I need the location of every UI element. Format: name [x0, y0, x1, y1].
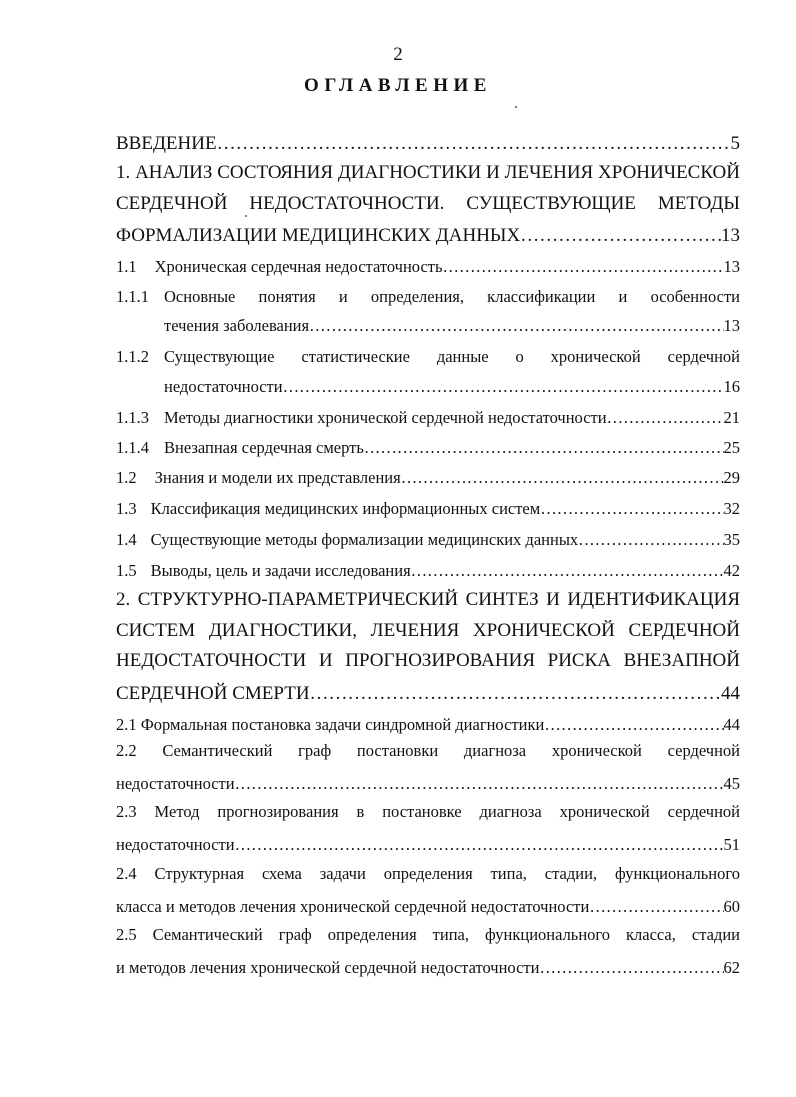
toc-page-number: 45	[723, 774, 740, 793]
toc-entry-text: Классификация медицинских информационных систем	[150, 499, 541, 518]
toc-entry-1-1-3[interactable]	[116, 405, 740, 431]
toc-entry-1-1-4[interactable]	[116, 435, 740, 461]
toc-leader	[443, 254, 724, 280]
toc-leader	[539, 955, 723, 981]
toc-section-number: 1.2	[116, 468, 137, 487]
toc-entry-text: Основные понятия и определения, классификации и особенности	[164, 287, 740, 306]
toc-entry-text: ФОРМАЛИЗАЦИИ МЕДИЦИНСКИХ ДАННЫХ	[116, 225, 521, 246]
toc-section-number: 1.1.2	[116, 347, 149, 366]
toc-page-number: 21	[723, 408, 740, 427]
toc-entry-2-4-cont	[116, 894, 740, 920]
toc-section-number: 1.1.4	[116, 438, 149, 457]
toc-leader	[310, 681, 721, 707]
toc-entry-1-2[interactable]	[116, 465, 740, 491]
toc-entry-text: СИСТЕМ ДИАГНОСТИКИ, ЛЕЧЕНИЯ ХРОНИЧЕСКОЙ СЕРДЕЧНОЙ	[116, 620, 740, 641]
toc-entry-text: 2.5 Семантический граф определения типа, функционального класса, стадии	[116, 925, 740, 944]
toc-entry-text: 1. АНАЛИЗ СОСТОЯНИЯ ДИАГНОСТИКИ И ЛЕЧЕНИЯ ХРОНИЧЕСКОЙ	[116, 162, 740, 183]
toc-entry-2-1[interactable]	[116, 712, 740, 738]
toc-entry-1-4[interactable]	[116, 527, 740, 553]
toc-page-number: 13	[723, 316, 740, 335]
toc-entry-text: течения заболевания	[164, 316, 310, 335]
toc-entry-chapter-1-cont	[116, 223, 740, 249]
toc-entry-1-1-1[interactable]	[116, 284, 740, 310]
toc-entry-text: 2. СТРУКТУРНО-ПАРАМЕТРИЧЕСКИЙ СИНТЕЗ И ИДЕНТИФИКАЦИЯ	[116, 589, 740, 610]
toc-entry-text: ВВЕДЕНИЕ	[116, 133, 217, 154]
toc-entry-text: Хроническая сердечная недостаточность	[154, 257, 443, 276]
toc-leader	[578, 527, 723, 553]
toc-leader	[589, 894, 723, 920]
toc-entry-2-2[interactable]	[116, 741, 740, 767]
toc-page-number: 42	[723, 561, 740, 580]
toc-entry-intro[interactable]	[116, 131, 740, 157]
toc-section-number: 1.5	[116, 561, 137, 580]
toc-entry-text: Существующие статистические данные о хронической сердечной	[164, 347, 740, 366]
toc-leader	[411, 558, 724, 584]
toc-page-number: 5	[730, 133, 740, 154]
toc-page-number: 44	[723, 715, 740, 734]
toc-entry-1-1-2-cont	[164, 374, 740, 400]
toc-page-number: 16	[723, 377, 740, 396]
toc-page-number: 62	[723, 958, 740, 977]
toc-leader	[401, 465, 724, 491]
toc-section-number: 1.1	[116, 257, 137, 276]
toc-entry-text: 2.1 Формальная постановка задачи синдромной диагностики	[116, 715, 545, 734]
page-title: ОГЛАВЛЕНИЕ	[304, 75, 492, 96]
toc-entry-2-5[interactable]	[116, 925, 740, 951]
toc-leader	[607, 405, 724, 431]
toc-entry-2-3[interactable]	[116, 802, 740, 828]
toc-leader	[217, 131, 731, 157]
toc-entry-1-1-1-cont	[164, 313, 740, 339]
toc-entry-text: Знания и модели их представления	[154, 468, 401, 487]
toc-entry-2-4[interactable]	[116, 864, 740, 890]
toc-entry-text: СЕРДЕЧНОЙ НЕДОСТАТОЧНОСТИ. СУЩЕСТВУЮЩИЕ МЕТОДЫ	[116, 193, 740, 214]
toc-entry-2-5-cont	[116, 955, 740, 981]
toc-entry-1-5[interactable]	[116, 558, 740, 584]
toc-page-number: 35	[723, 530, 740, 549]
toc-entry-text: Существующие методы формализации медицинских данных	[150, 530, 579, 549]
toc-entry-text: 2.4 Структурная схема задачи определения типа, стадии, функционального	[116, 864, 740, 883]
toc-page-number: 32	[723, 499, 740, 518]
toc-section-number: 1.4	[116, 530, 137, 549]
toc-page-number: 29	[723, 468, 740, 487]
toc-entry-text: класса и методов лечения хронической сердечной недостаточности	[116, 897, 590, 916]
toc-section-number: 1.3	[116, 499, 137, 518]
toc-leader	[364, 435, 724, 461]
toc-page-number: 51	[723, 835, 740, 854]
toc-entry-text: Выводы, цель и задачи исследования	[150, 561, 411, 580]
toc-entry-chapter-2-cont	[116, 620, 740, 646]
scan-speck	[515, 106, 517, 108]
toc-entry-1-3[interactable]	[116, 496, 740, 522]
toc-page-number: 25	[723, 438, 740, 457]
toc-leader	[235, 832, 724, 858]
toc-leader	[235, 771, 724, 797]
toc-entry-1-1[interactable]	[116, 254, 740, 280]
toc-entry-chapter-2-cont	[116, 681, 740, 707]
toc-page-number: 60	[723, 897, 740, 916]
toc-entry-1-1-2[interactable]	[116, 344, 740, 370]
toc-entry-text: недостаточности	[164, 377, 283, 396]
toc-leader	[544, 712, 723, 738]
toc-entry-chapter-2[interactable]	[116, 589, 740, 615]
toc-entry-text: НЕДОСТАТОЧНОСТИ И ПРОГНОЗИРОВАНИЯ РИСКА ВНЕЗАПНОЙ	[116, 650, 740, 671]
toc-entry-text: недостаточности	[116, 835, 235, 854]
toc-entry-text: Методы диагностики хронической сердечной недостаточности	[164, 408, 607, 427]
toc-entry-text: 2.2 Семантический граф постановки диагноза хронической сердечной	[116, 741, 740, 760]
toc-entry-chapter-1-cont	[116, 193, 740, 219]
toc-entry-2-3-cont	[116, 832, 740, 858]
toc-section-number: 1.1.3	[116, 408, 149, 427]
toc-entry-chapter-1[interactable]	[116, 162, 740, 188]
toc-entry-text: и методов лечения хронической сердечной недостаточности	[116, 958, 540, 977]
page-number: 2	[393, 44, 403, 65]
toc-entry-text: недостаточности	[116, 774, 235, 793]
toc-entry-text: 2.3 Метод прогнозирования в постановке диагноза хронической сердечной	[116, 802, 740, 821]
toc-leader	[309, 313, 723, 339]
toc-page-number: 13	[723, 257, 740, 276]
toc-entry-text: Внезапная сердечная смерть	[164, 438, 364, 457]
toc-section-number: 1.1.1	[116, 287, 149, 306]
toc-page-number: 44	[721, 683, 740, 704]
toc-entry-text: СЕРДЕЧНОЙ СМЕРТИ	[116, 683, 310, 704]
toc-entry-chapter-2-cont	[116, 650, 740, 676]
toc-leader	[540, 496, 723, 522]
toc-leader	[520, 223, 721, 249]
toc-page-number: 13	[721, 225, 740, 246]
toc-entry-2-2-cont	[116, 771, 740, 797]
toc-leader	[283, 374, 724, 400]
